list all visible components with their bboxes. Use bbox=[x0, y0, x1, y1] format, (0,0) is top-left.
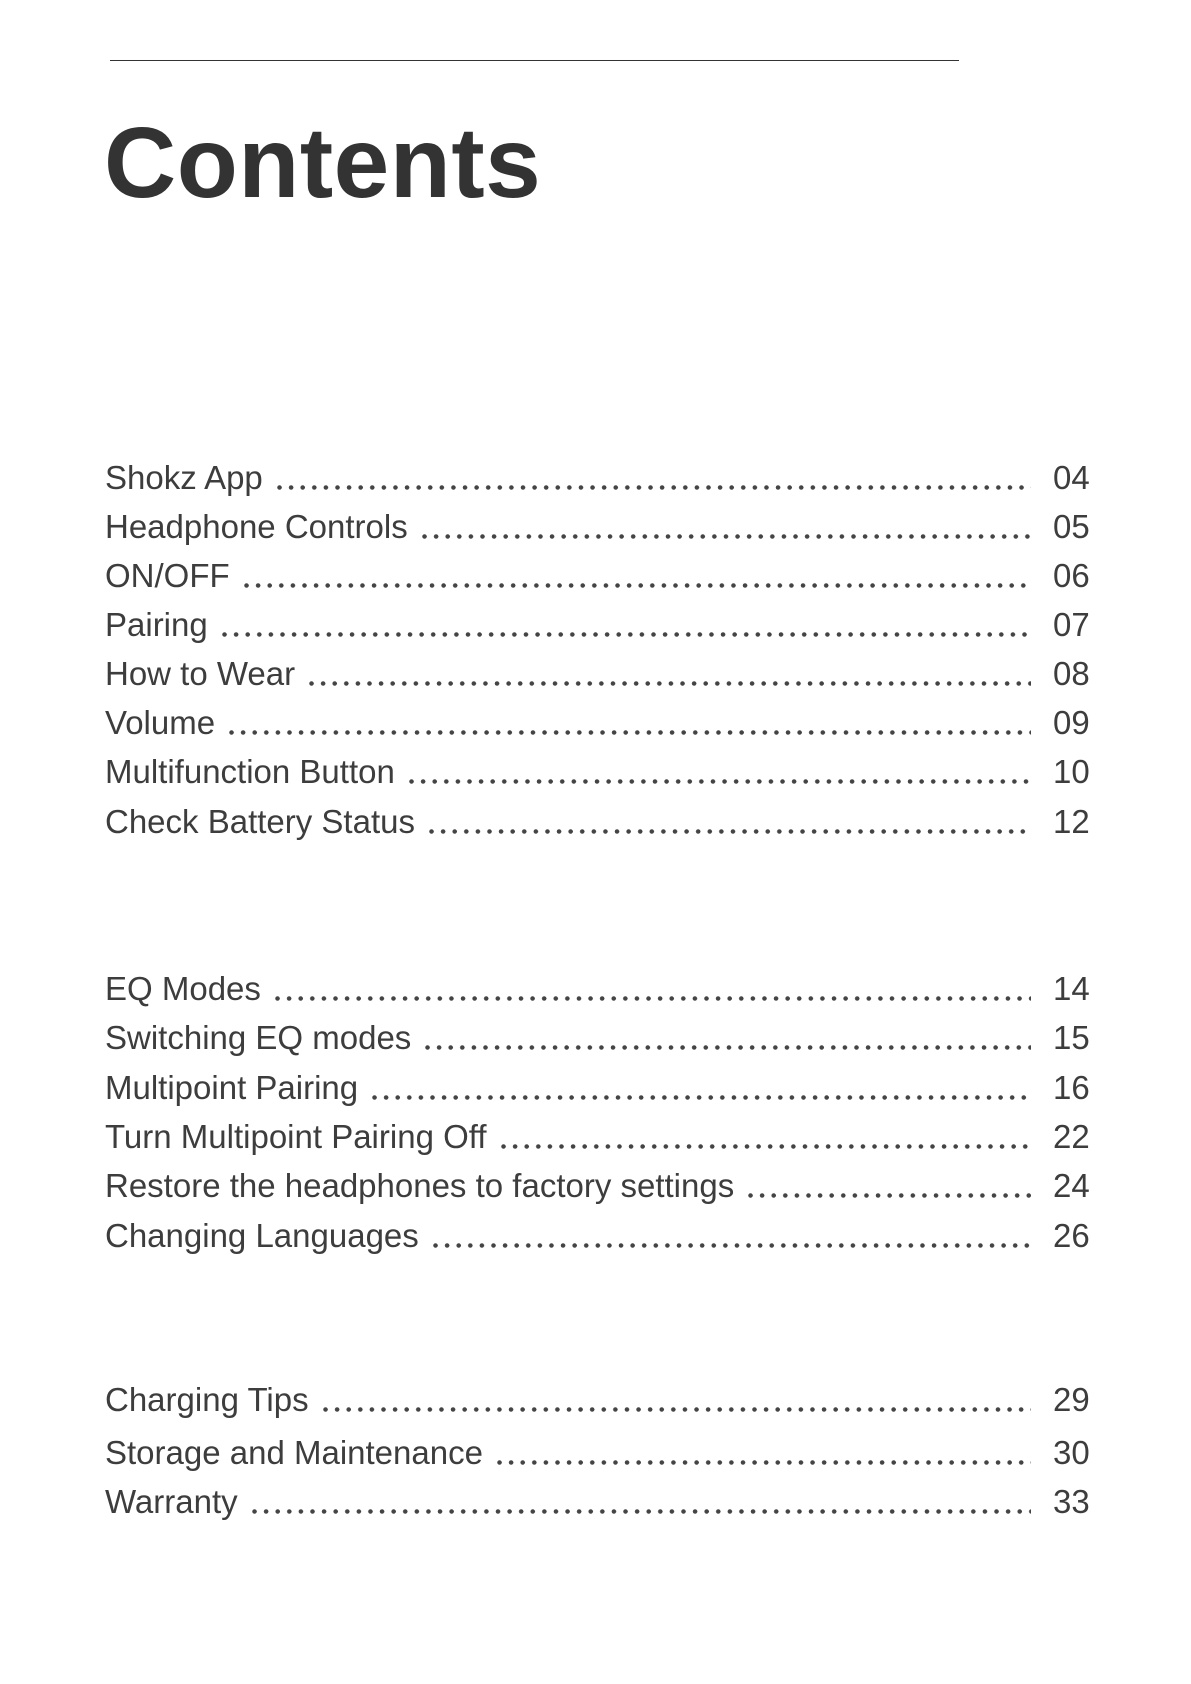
toc-entry-title: Warranty bbox=[105, 1483, 238, 1520]
dot-leader bbox=[244, 554, 1031, 598]
dot-leader bbox=[275, 967, 1031, 1011]
toc-entry[interactable] bbox=[105, 800, 1089, 844]
toc-entry[interactable] bbox=[105, 505, 1089, 549]
toc-entry-title: Storage and Maintenance bbox=[105, 1434, 483, 1471]
toc-entry[interactable] bbox=[105, 652, 1089, 696]
toc-entry-page: 06 bbox=[1053, 557, 1090, 594]
toc-entry[interactable] bbox=[105, 1480, 1089, 1524]
dot-leader bbox=[748, 1164, 1031, 1208]
toc-entry-title: Multifunction Button bbox=[105, 753, 395, 790]
toc-entry-title: Pairing bbox=[105, 606, 208, 643]
toc-entry-page: 05 bbox=[1053, 508, 1090, 545]
toc-entry[interactable] bbox=[105, 1164, 1089, 1208]
toc-entry[interactable] bbox=[105, 750, 1089, 794]
dot-leader bbox=[497, 1431, 1031, 1475]
dot-leader bbox=[422, 505, 1031, 549]
toc-entry[interactable] bbox=[105, 554, 1089, 598]
toc-entry-title: Changing Languages bbox=[105, 1217, 419, 1254]
toc-entry-title: Volume bbox=[105, 704, 216, 741]
toc-entry-title: Switching EQ modes bbox=[105, 1019, 412, 1056]
toc-entry[interactable] bbox=[105, 1115, 1089, 1159]
toc-entry-page: 04 bbox=[1053, 459, 1090, 496]
toc-entry[interactable] bbox=[105, 456, 1089, 500]
toc-entry[interactable] bbox=[105, 701, 1089, 745]
toc-entry-page: 24 bbox=[1053, 1167, 1090, 1204]
toc-entry-page: 10 bbox=[1053, 753, 1090, 790]
toc-entry-title: EQ Modes bbox=[105, 970, 261, 1007]
toc-entry[interactable] bbox=[105, 1431, 1089, 1475]
toc-entry-page: 08 bbox=[1053, 655, 1090, 692]
toc-entry[interactable] bbox=[105, 967, 1089, 1011]
toc-entry-page: 15 bbox=[1053, 1019, 1090, 1056]
toc-entry-page: 12 bbox=[1053, 803, 1090, 840]
toc-entry-title: Turn Multipoint Pairing Off bbox=[105, 1118, 487, 1155]
toc-entry-page: 22 bbox=[1053, 1118, 1090, 1155]
dot-leader bbox=[425, 1016, 1031, 1060]
dot-leader bbox=[252, 1480, 1031, 1524]
toc-entry[interactable] bbox=[105, 1214, 1089, 1258]
toc-entry-page: 26 bbox=[1053, 1217, 1090, 1254]
toc-entry-title: Multipoint Pairing bbox=[105, 1069, 359, 1106]
toc-entry-title: Restore the headphones to factory settings bbox=[105, 1167, 735, 1204]
dot-leader bbox=[429, 800, 1031, 844]
toc-entry-page: 30 bbox=[1053, 1434, 1090, 1471]
dot-leader bbox=[409, 750, 1031, 794]
toc-entry-page: 29 bbox=[1053, 1381, 1090, 1418]
page-title: Contents bbox=[104, 107, 542, 219]
dot-leader bbox=[222, 603, 1031, 647]
dot-leader bbox=[323, 1378, 1031, 1422]
dot-leader bbox=[433, 1214, 1031, 1258]
toc-entry-page: 16 bbox=[1053, 1069, 1090, 1106]
toc-entry[interactable] bbox=[105, 1016, 1089, 1060]
toc-entry-title: ON/OFF bbox=[105, 557, 230, 594]
toc-entry-page: 07 bbox=[1053, 606, 1090, 643]
header-rule bbox=[110, 60, 959, 61]
toc-entry-page: 14 bbox=[1053, 970, 1090, 1007]
dot-leader bbox=[229, 701, 1031, 745]
toc-entry-title: Check Battery Status bbox=[105, 803, 415, 840]
toc-entry-page: 09 bbox=[1053, 704, 1090, 741]
dot-leader bbox=[309, 652, 1031, 696]
toc-entry[interactable] bbox=[105, 1378, 1089, 1422]
dot-leader bbox=[277, 456, 1031, 500]
toc-entry-title: How to Wear bbox=[105, 655, 296, 692]
toc-entry-page: 33 bbox=[1053, 1483, 1090, 1520]
toc-entry-title: Shokz App bbox=[105, 459, 263, 496]
toc-entry[interactable] bbox=[105, 1066, 1089, 1110]
dot-leader bbox=[501, 1115, 1032, 1159]
toc-entry-title: Headphone Controls bbox=[105, 508, 408, 545]
toc-entry-title: Charging Tips bbox=[105, 1381, 309, 1418]
toc-entry[interactable] bbox=[105, 603, 1089, 647]
dot-leader bbox=[372, 1066, 1031, 1110]
